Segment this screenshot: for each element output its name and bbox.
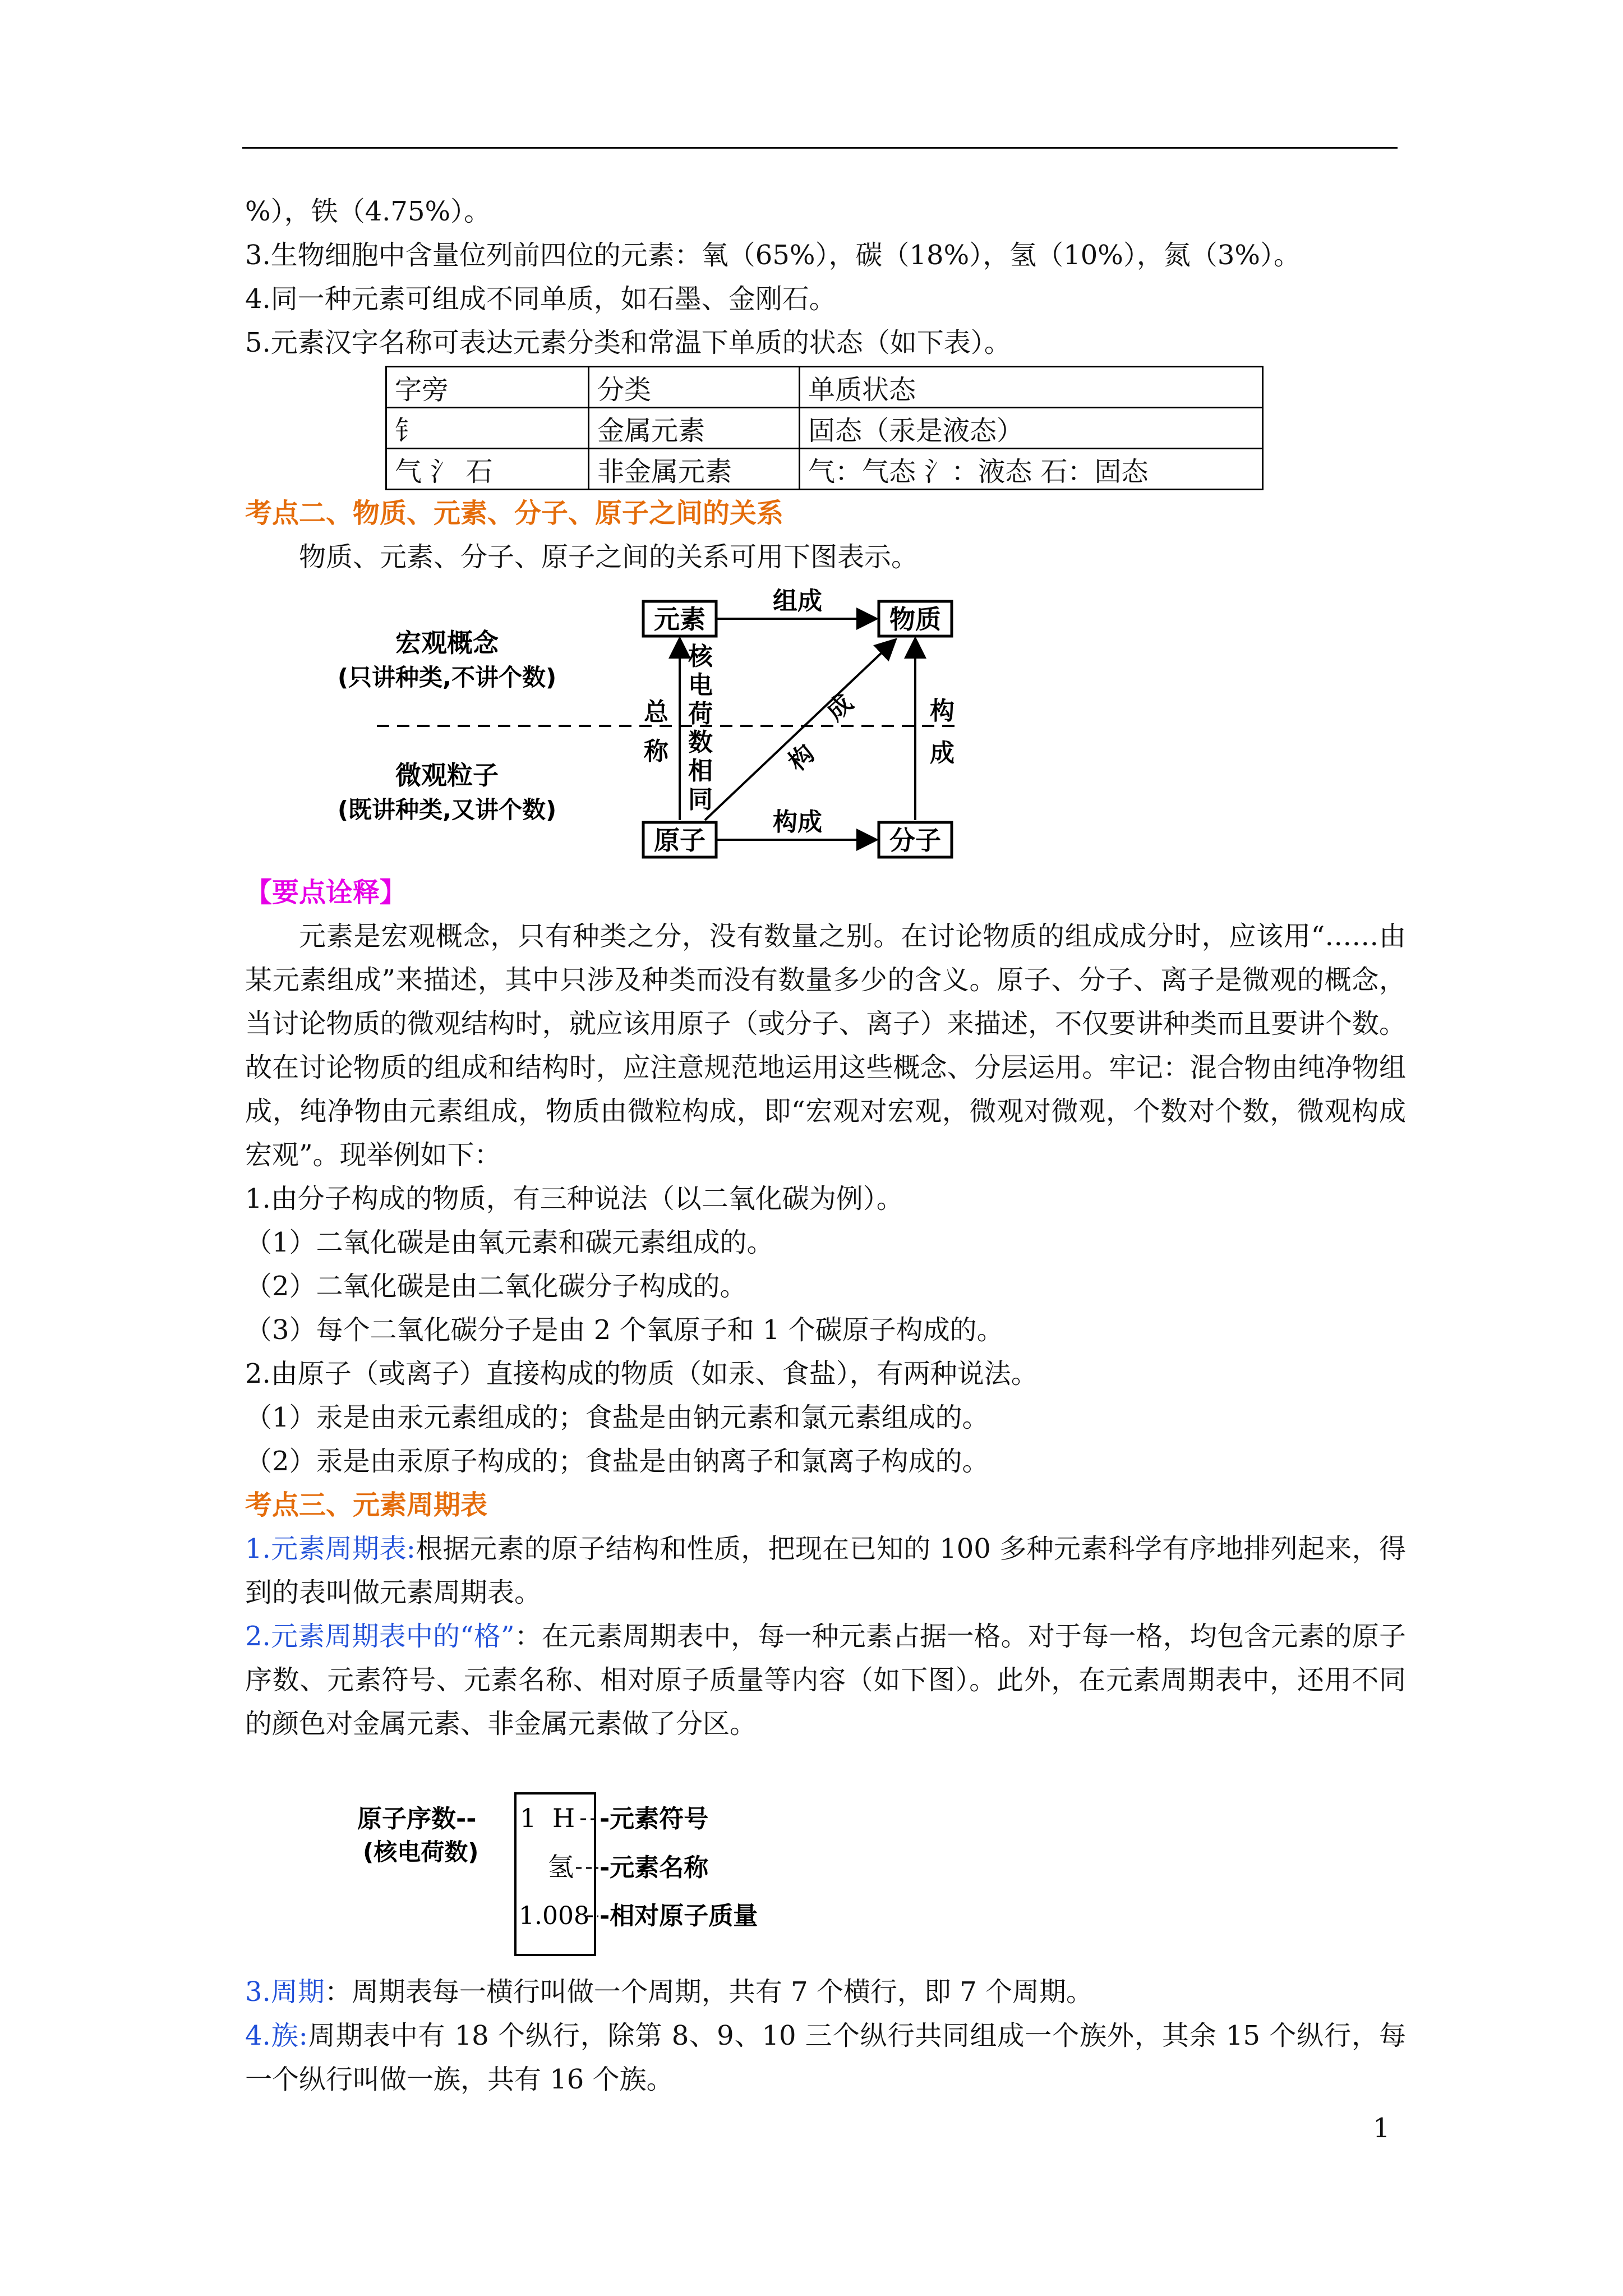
label-name: -元素名称: [600, 1853, 709, 1882]
box-substance-label: 物质: [889, 604, 941, 634]
text-line: %），铁（4.75%）。: [245, 196, 491, 227]
cell-symbol: H: [552, 1803, 575, 1833]
vertical-char: 同: [688, 785, 713, 814]
text-line: （1）二氧化碳是由氧元素和碳元素组成的。: [245, 1227, 774, 1258]
term-text: 周期表中有 18 个纵行，除第 8、9、10 三个纵行共同组成一个族外，其余 15 个纵行，每一个纵行叫做一族，共有 16 个族。: [245, 2020, 1406, 2095]
periodic-table-paragraph: [245, 1527, 1406, 1614]
label-atomic-number: 原子序数--: [357, 1805, 477, 1833]
box-molecule-label: 分子: [889, 825, 941, 855]
label-cheng: 称: [644, 737, 668, 766]
table-row: [386, 408, 1263, 449]
vertical-char: 相: [688, 757, 713, 785]
micro-label: 微观粒子: [395, 760, 499, 790]
section-title: 考点三、元素周期表: [245, 1489, 488, 1521]
text-line: 4.同一种元素可组成不同单质，如石墨、金刚石。: [245, 283, 836, 315]
term-label: 2.元素周期表中的“格”: [245, 1621, 515, 1652]
micro-note: (既讲种类,又讲个数): [337, 796, 557, 823]
relationship-svg: [245, 579, 1406, 871]
term-label: 4.族:: [245, 2020, 308, 2051]
term-text: ：在元素周期表中，每一种元素占据一格。对于每一格，均包含元素的原子序数、元素符号、元素名称、相对原子质量等内容（如下图）。此外，在元素周期表中，还用不同的颜色对金属元素、非金属元素做了分区。: [245, 1621, 1406, 1740]
label-zong: 总: [644, 698, 668, 726]
label-symbol: -元素符号: [600, 1805, 709, 1833]
element-cell-svg: [245, 1746, 1406, 1970]
table-cell: 气 氵 石: [386, 449, 589, 490]
section-title: 考点二、物质、元素、分子、原子之间的关系: [245, 498, 784, 529]
cell-paragraph: [245, 1614, 1406, 1746]
table-cell: 固态（汞是液态）: [800, 408, 1263, 449]
vertical-char: 电: [688, 671, 713, 700]
term-label: 3.周期: [245, 1976, 325, 2008]
intro-text: 物质、元素、分子、原子之间的关系可用下图表示。: [299, 541, 919, 573]
group-paragraph: [245, 2014, 1406, 2101]
relationship-diagram: [245, 579, 1406, 871]
page-number: 1: [1373, 2113, 1390, 2144]
cell-name: 氢: [548, 1852, 574, 1882]
text-line: 2.由原子（或离子）直接构成的物质（如汞、食盐），有两种说法。: [245, 1358, 1038, 1389]
macro-label: 宏观概念: [395, 628, 499, 658]
table-cell: 气：气态 氵：液态 石：固态: [800, 449, 1263, 490]
text-line: （2）二氧化碳是由二氧化碳分子构成的。: [245, 1271, 747, 1302]
label-diag-2: 成: [820, 688, 859, 726]
cell-number: 1: [520, 1803, 537, 1833]
label-right-2: 成: [930, 739, 955, 767]
term-text: 根据元素的原子结构和性质，把现在已知的 100 多种元素科学有序地排列起来，得到的表叫做元素周期表。: [245, 1533, 1406, 1608]
table-header-row: [386, 367, 1263, 408]
cell-mass: 1.008: [519, 1902, 589, 1930]
text-line: （1）汞是由汞元素组成的；食盐是由钠元素和氯元素组成的。: [245, 1402, 989, 1433]
term-text: ：周期表每一横行叫做一个周期，共有 7 个横行，即 7 个周期。: [324, 1976, 1093, 2008]
text-line: 3.生物细胞中含量位列前四位的元素：氧（65%），碳（18%），氢（10%），氮（3%）。: [245, 240, 1301, 271]
table-cell: 金属元素: [589, 408, 800, 449]
table-cell: 钅: [386, 408, 589, 449]
text-line: 5.元素汉字名称可表达元素分类和常温下单质的状态（如下表）。: [245, 327, 1011, 358]
element-cell-diagram: [245, 1746, 1406, 1970]
key-points-paragraph: 元素是宏观概念，只有种类之分，没有数量之别。在讨论物质的组成成分时，应该用“……由某元素组成”来描述，其中只涉及种类而没有数量多少的含义。原子、分子、离子是微观的概念，当讨论物质的微观结构时，就应该用原子（或分子、离子）来描述，不仅要讲种类而且要讲个数。故在讨论物质的组成和结构时，应注意规范地运用这些概念、分层运用。牢记：混合物由纯净物组成，纯净物由元素组成，物质由微粒构成，即“宏观对宏观，微观对微观，个数对个数，微观构成宏观”。现举例如下：: [245, 921, 1406, 1171]
element-radical-table: [385, 366, 1264, 490]
term-label: 1.元素周期表:: [245, 1533, 416, 1565]
table-header: 分类: [589, 367, 800, 408]
label-diag-1: 构: [782, 739, 820, 777]
box-element-label: 元素: [654, 604, 706, 634]
label-mass: -相对原子质量: [600, 1902, 758, 1930]
arrow-atom-to-substance: [705, 639, 896, 820]
label-right-1: 构: [930, 697, 955, 725]
table-header: 单质状态: [800, 367, 1263, 408]
text-line: （3）每个二氧化碳分子是由 2 个氧原子和 1 个碳原子构成的。: [245, 1314, 1004, 1346]
key-points-title: 【要点诠释】: [245, 877, 407, 908]
table-row: [386, 449, 1263, 490]
period-line: [245, 1970, 1406, 2014]
label-nuclear-charge: (核电荷数): [363, 1838, 479, 1866]
text-line: （2）汞是由汞原子构成的；食盐是由钠离子和氯离子构成的。: [245, 1446, 989, 1477]
vertical-char: 荷: [688, 700, 713, 728]
table-cell: 非金属元素: [589, 449, 800, 490]
label-constitute: 构成: [773, 808, 822, 836]
vertical-char: 数: [688, 728, 713, 757]
table-header: 字旁: [386, 367, 589, 408]
header-rule: [242, 147, 1398, 149]
page-content: [245, 190, 1406, 2101]
macro-note: (只讲种类,不讲个数): [337, 664, 557, 691]
text-line: 1.由分子构成的物质，有三种说法（以二氧化碳为例）。: [245, 1183, 903, 1214]
label-compose: 组成: [773, 587, 822, 615]
box-atom-label: 原子: [654, 825, 706, 855]
vertical-char: 核: [688, 642, 713, 671]
